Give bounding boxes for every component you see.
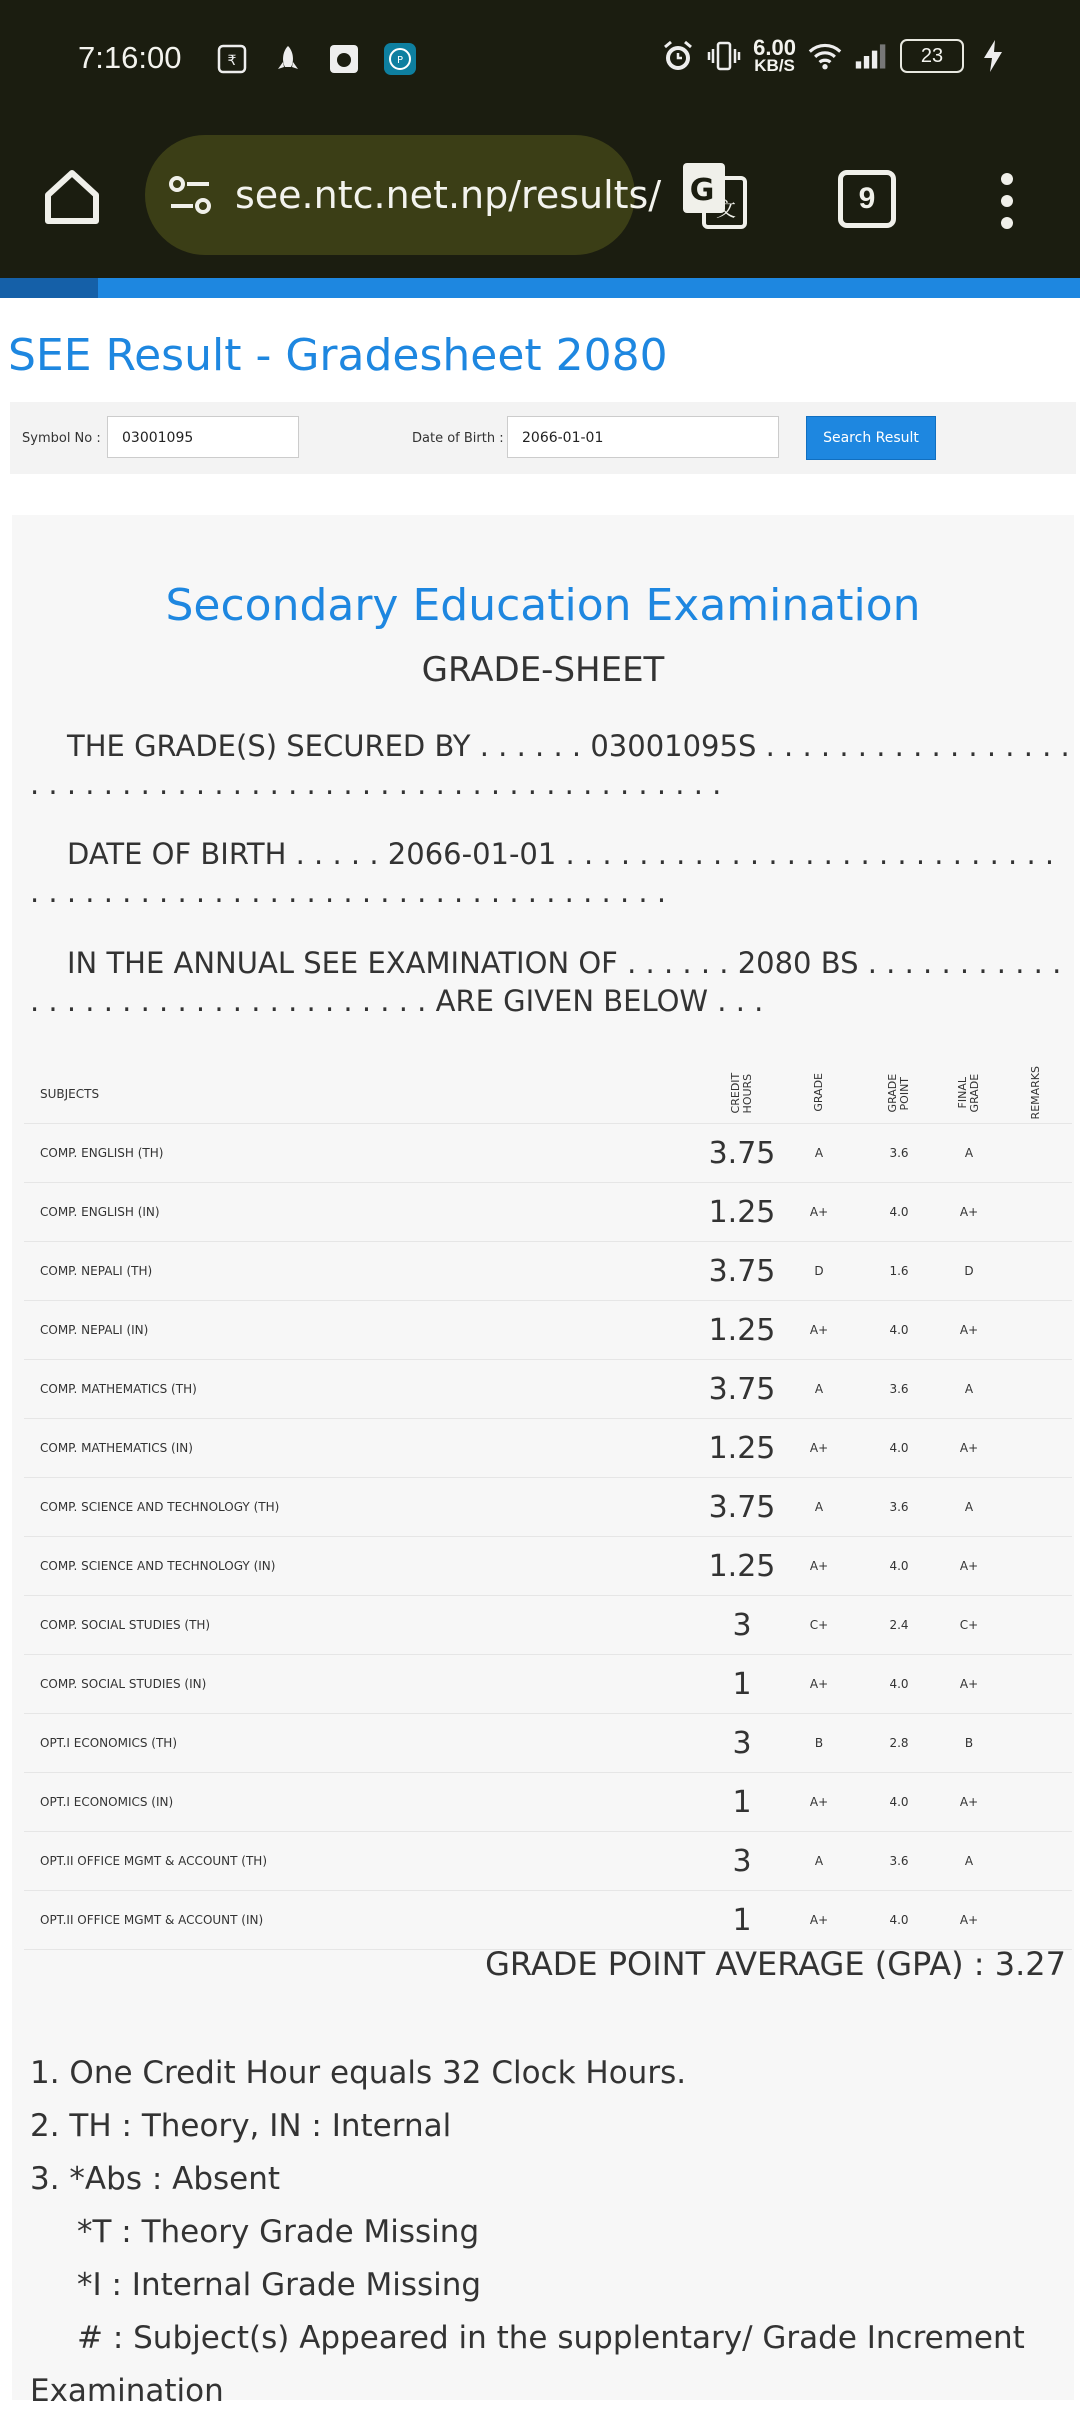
remarks-cell [1000,1832,1072,1891]
credit-hours-cell: 1 [706,1773,778,1832]
grade-cell: A [778,1360,860,1419]
remarks-header: REMARKS [1029,1066,1042,1120]
final-grade-cell: A+ [938,1183,1000,1242]
grade-cell: A+ [778,1655,860,1714]
credit-hours-cell: 1.25 [706,1537,778,1596]
grade-cell: A+ [778,1537,860,1596]
dob-line: DATE OF BIRTH . . . . . 2066-01-01 . . . . . . . . . . . . . . . . . . . . . . . . . . . . . . . . . . . . . . . . . . . . . . . . . . . . . . . . . . . . . . [30,837,1055,909]
svg-text:₹: ₹ [227,53,237,69]
dob-label: Date of Birth : [412,431,504,446]
note-item: *T : Theory Grade Missing [77,2214,480,2250]
date-of-birth-input[interactable]: 2066-01-01 [507,416,779,458]
credit-hours-cell: 3.75 [706,1242,778,1301]
rocket-icon [271,42,305,76]
final-grade-cell: A+ [938,1655,1000,1714]
site-settings-icon[interactable] [167,172,213,218]
search-result-button[interactable]: Search Result [806,416,936,460]
status-time: 7:16:00 [78,40,182,75]
grade-point-cell: 2.4 [860,1596,938,1655]
grade-point-cell: 4.0 [860,1891,938,1950]
grade-cell: B [778,1714,860,1773]
grade-point-cell: 3.6 [860,1478,938,1537]
more-options-icon[interactable] [995,169,1019,233]
remarks-cell [1000,1183,1072,1242]
grade-cell: A [778,1832,860,1891]
table-row [24,1537,1072,1596]
credit-hours-header: CREDIT HOURS [729,1072,754,1114]
final-grade-cell: C+ [938,1596,1000,1655]
vibrate-icon [707,39,741,73]
note-item: # : Subject(s) Appeared in the supplentary/ Grade Increment [77,2320,1025,2356]
grade-cell: A+ [778,1183,860,1242]
grade-point-cell: 4.0 [860,1183,938,1242]
grade-cell: A+ [778,1419,860,1478]
grade-point-header: GRADE POINT [886,1073,911,1113]
final-grade-cell: B [938,1714,1000,1773]
final-grade-cell: A+ [938,1537,1000,1596]
remarks-cell [1000,1891,1072,1950]
wifi-icon [808,39,842,73]
credit-hours-cell: 3 [706,1714,778,1773]
final-grade-cell: A+ [938,1891,1000,1950]
subject-cell: OPT.I ECONOMICS (TH) [24,1714,706,1773]
remarks-cell [1000,1714,1072,1773]
symbol-label: Symbol No : [22,431,101,446]
exam-heading: Secondary Education Examination [165,580,921,631]
status-bar [0,0,1080,125]
remarks-cell [1000,1655,1072,1714]
table-row [24,1891,1072,1950]
pte-app-icon [383,42,417,76]
final-grade-header: FINAL GRADE [956,1073,981,1113]
remarks-cell [1000,1360,1072,1419]
credit-hours-cell: 1.25 [706,1419,778,1478]
signal-icon [854,39,888,73]
subject-cell: COMP. ENGLISH (TH) [24,1124,706,1183]
note-item: 3. *Abs : Absent [30,2161,281,2197]
subject-cell: COMP. SOCIAL STUDIES (TH) [24,1596,706,1655]
credit-hours-cell: 3 [706,1832,778,1891]
final-grade-cell: A+ [938,1419,1000,1478]
grade-point-cell: 3.6 [860,1124,938,1183]
table-row [24,1773,1072,1832]
subject-cell: OPT.II OFFICE MGMT & ACCOUNT (TH) [24,1832,706,1891]
final-grade-cell: A+ [938,1301,1000,1360]
payment-app-icon [215,42,249,76]
grade-point-cell: 4.0 [860,1773,938,1832]
final-grade-cell: A [938,1478,1000,1537]
subject-cell: COMP. SCIENCE AND TECHNOLOGY (TH) [24,1478,706,1537]
grade-header: GRADE [812,1073,825,1113]
search-form [10,402,1076,474]
subject-cell: COMP. NEPALI (IN) [24,1301,706,1360]
grade-point-cell: 4.0 [860,1537,938,1596]
grade-point-cell: 1.6 [860,1242,938,1301]
remarks-cell [1000,1124,1072,1183]
svg-text:文: 文 [716,197,736,221]
table-row [24,1714,1072,1773]
table-header-row [24,1065,1072,1124]
remarks-cell [1000,1773,1072,1832]
battery-indicator: 23 [900,39,964,73]
remarks-cell [1000,1478,1072,1537]
secured-by-line: THE GRADE(S) SECURED BY . . . . . . 03001095S . . . . . . . . . . . . . . . . . . . . . . . . . . . . . . . . . . . . . . . . . . . . . . . . . . . . . . . [30,729,1070,801]
app-notification-icon [327,42,361,76]
final-grade-cell: A [938,1360,1000,1419]
tab-switcher-button[interactable]: 9 [838,170,896,228]
remarks-cell [1000,1596,1072,1655]
note-item: Examination [30,2373,224,2409]
alarm-icon [661,39,695,73]
svg-text:P: P [396,55,404,66]
home-icon[interactable] [40,165,104,229]
grade-cell: C+ [778,1596,860,1655]
credit-hours-cell: 1.25 [706,1183,778,1242]
subject-cell: COMP. NEPALI (TH) [24,1242,706,1301]
grade-point-cell: 4.0 [860,1301,938,1360]
subject-cell: OPT.II OFFICE MGMT & ACCOUNT (IN) [24,1891,706,1950]
credit-hours-cell: 1.25 [706,1301,778,1360]
remarks-cell [1000,1537,1072,1596]
final-grade-cell: D [938,1242,1000,1301]
remarks-cell [1000,1419,1072,1478]
browser-toolbar [0,125,1080,278]
grade-cell: A [778,1124,860,1183]
page-load-progress [0,278,1080,298]
exam-line: IN THE ANNUAL SEE EXAMINATION OF . . . . . . 2080 BS . . . . . . . . . . . . . . . . . . . . . . . . . . . . . . . . . ARE GIVEN BELOW . . . [30,946,1062,1018]
grades-table [24,1065,1072,1950]
credit-hours-cell: 1 [706,1655,778,1714]
grade-cell: D [778,1242,860,1301]
credit-hours-cell: 3.75 [706,1124,778,1183]
subject-cell: COMP. MATHEMATICS (TH) [24,1360,706,1419]
table-row [24,1301,1072,1360]
subject-cell: COMP. ENGLISH (IN) [24,1183,706,1242]
grade-cell: A [778,1478,860,1537]
credit-hours-cell: 3.75 [706,1360,778,1419]
table-row [24,1419,1072,1478]
table-row [24,1832,1072,1891]
table-row [24,1242,1072,1301]
url-text[interactable]: see.ntc.net.np/results/ [235,173,662,217]
gpa-summary: GRADE POINT AVERAGE (GPA) : 3.27 [485,1945,1066,1983]
table-row [24,1655,1072,1714]
grade-point-cell: 4.0 [860,1655,938,1714]
translate-icon[interactable] [680,160,748,230]
grade-sheet [12,515,1074,2409]
network-speed: 6.00 KB/S [753,35,796,75]
note-item: 2. TH : Theory, IN : Internal [30,2108,452,2144]
credit-hours-cell: 1 [706,1891,778,1950]
final-grade-cell: A [938,1832,1000,1891]
grade-cell: A+ [778,1891,860,1950]
address-bar[interactable] [145,135,662,255]
credit-hours-cell: 3.75 [706,1478,778,1537]
gradesheet-heading: GRADE-SHEET [421,650,665,690]
final-grade-cell: A+ [938,1773,1000,1832]
notes-list [30,2047,1070,2418]
subjects-header: SUBJECTS [24,1065,706,1124]
table-row [24,1478,1072,1537]
table-row [24,1596,1072,1655]
note-item: *I : Internal Grade Missing [77,2267,482,2303]
subject-cell: COMP. MATHEMATICS (IN) [24,1419,706,1478]
symbol-number-input[interactable]: 03001095 [107,416,299,458]
grade-point-cell: 4.0 [860,1419,938,1478]
remarks-cell [1000,1242,1072,1301]
remarks-cell [1000,1301,1072,1360]
grade-point-cell: 3.6 [860,1832,938,1891]
grade-point-cell: 3.6 [860,1360,938,1419]
subject-cell: COMP. SOCIAL STUDIES (IN) [24,1655,706,1714]
grade-point-cell: 2.8 [860,1714,938,1773]
charging-icon [976,39,1010,73]
table-row [24,1183,1072,1242]
credit-hours-cell: 3 [706,1596,778,1655]
page-title: SEE Result - Gradesheet 2080 [8,330,668,381]
table-row [24,1124,1072,1183]
note-item: 1. One Credit Hour equals 32 Clock Hours. [30,2055,687,2091]
svg-text:G: G [689,173,715,208]
grade-cell: A+ [778,1773,860,1832]
grade-cell: A+ [778,1301,860,1360]
subject-cell: COMP. SCIENCE AND TECHNOLOGY (IN) [24,1537,706,1596]
final-grade-cell: A [938,1124,1000,1183]
table-row [24,1360,1072,1419]
subject-cell: OPT.I ECONOMICS (IN) [24,1773,706,1832]
